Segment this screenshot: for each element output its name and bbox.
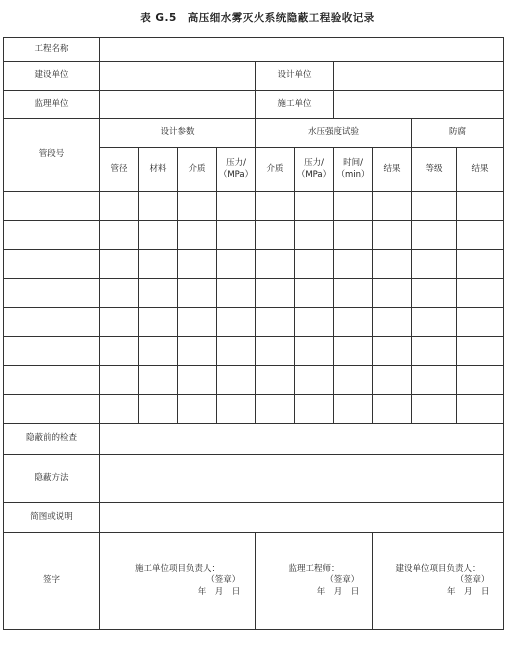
row-sketch bbox=[4, 503, 504, 533]
table-cell[interactable] bbox=[457, 366, 504, 395]
table-cell[interactable] bbox=[256, 395, 295, 424]
table-cell[interactable] bbox=[178, 221, 217, 250]
table-cell[interactable] bbox=[139, 250, 178, 279]
table-cell[interactable] bbox=[217, 337, 256, 366]
table-cell[interactable] bbox=[334, 337, 373, 366]
table-cell[interactable] bbox=[334, 366, 373, 395]
table-cell[interactable] bbox=[4, 192, 100, 221]
result-header: 结果 bbox=[373, 148, 412, 192]
table-cell[interactable] bbox=[178, 366, 217, 395]
signature-block-owner[interactable]: 建设单位项目负责人： （签章） 年 月 日 bbox=[373, 533, 504, 630]
supervision-unit-value[interactable] bbox=[100, 91, 256, 119]
sketch-value[interactable] bbox=[100, 503, 504, 533]
table-cell[interactable] bbox=[295, 308, 334, 337]
table-cell[interactable] bbox=[256, 308, 295, 337]
signature-block-supervisor[interactable]: 监理工程师： （签章） 年 月 日 bbox=[256, 533, 373, 630]
table-cell[interactable] bbox=[457, 221, 504, 250]
table-row bbox=[4, 308, 504, 337]
table-cell[interactable] bbox=[334, 221, 373, 250]
table-cell[interactable] bbox=[457, 337, 504, 366]
medium2-header: 介质 bbox=[256, 148, 295, 192]
row-project-name bbox=[4, 38, 504, 62]
table-cell[interactable] bbox=[256, 221, 295, 250]
table-cell[interactable] bbox=[139, 308, 178, 337]
table-row bbox=[4, 395, 504, 424]
result2-header: 结果 bbox=[457, 148, 504, 192]
pressure2-header: 压力/ （MPa） bbox=[295, 148, 334, 192]
inspection-record-table bbox=[3, 37, 504, 630]
table-cell[interactable] bbox=[256, 192, 295, 221]
conceal-method-value[interactable] bbox=[100, 455, 504, 503]
table-cell[interactable] bbox=[256, 279, 295, 308]
signature-block-builder[interactable]: 施工单位项目负责人： （签章） 年 月 日 bbox=[100, 533, 256, 630]
table-cell[interactable] bbox=[4, 395, 100, 424]
table-cell[interactable] bbox=[457, 250, 504, 279]
construction-unit-value[interactable] bbox=[100, 62, 256, 91]
design-params-header: 设计参数 bbox=[100, 119, 256, 148]
table-cell[interactable] bbox=[217, 308, 256, 337]
table-cell[interactable] bbox=[412, 250, 457, 279]
diameter-header: 管径 bbox=[100, 148, 139, 192]
pressure-test-header: 水压强度试验 bbox=[256, 119, 412, 148]
table-cell[interactable] bbox=[100, 279, 139, 308]
row-supervision-unit bbox=[4, 91, 504, 119]
grade-header: 等级 bbox=[412, 148, 457, 192]
table-cell[interactable] bbox=[373, 192, 412, 221]
table-cell[interactable] bbox=[139, 395, 178, 424]
project-name-value[interactable] bbox=[100, 38, 504, 62]
row-pre-conceal-check bbox=[4, 424, 504, 455]
table-cell[interactable] bbox=[100, 366, 139, 395]
table-cell[interactable] bbox=[373, 308, 412, 337]
table-cell[interactable] bbox=[139, 221, 178, 250]
table-title: 表 G.5 高压细水雾灭火系统隐蔽工程验收记录 bbox=[140, 12, 375, 24]
table-cell[interactable] bbox=[178, 395, 217, 424]
table-cell[interactable] bbox=[373, 395, 412, 424]
table-row bbox=[4, 279, 504, 308]
table-cell[interactable] bbox=[178, 279, 217, 308]
table-cell[interactable] bbox=[412, 395, 457, 424]
table-cell[interactable] bbox=[178, 192, 217, 221]
table-cell[interactable] bbox=[139, 366, 178, 395]
table-cell[interactable] bbox=[4, 366, 100, 395]
row-construction-unit bbox=[4, 62, 504, 91]
table-row bbox=[4, 221, 504, 250]
design-unit-value[interactable] bbox=[334, 62, 504, 91]
builder-unit-value[interactable] bbox=[334, 91, 504, 119]
table-cell[interactable] bbox=[295, 192, 334, 221]
table-cell[interactable] bbox=[217, 279, 256, 308]
table-cell[interactable] bbox=[412, 221, 457, 250]
table-cell[interactable] bbox=[373, 221, 412, 250]
row-conceal-method bbox=[4, 455, 504, 503]
table-cell[interactable] bbox=[457, 308, 504, 337]
table-cell[interactable] bbox=[217, 366, 256, 395]
conceal-method-label: 隐蔽方法 bbox=[4, 455, 100, 503]
table-cell[interactable] bbox=[100, 395, 139, 424]
table-cell[interactable] bbox=[178, 337, 217, 366]
table-row bbox=[4, 250, 504, 279]
pre-conceal-check-label: 隐蔽前的检查 bbox=[4, 424, 100, 455]
table-cell[interactable] bbox=[295, 221, 334, 250]
table-cell[interactable] bbox=[373, 337, 412, 366]
table-cell[interactable] bbox=[373, 366, 412, 395]
table-cell[interactable] bbox=[295, 279, 334, 308]
table-cell[interactable] bbox=[334, 308, 373, 337]
supervision-unit-label: 监理单位 bbox=[4, 91, 100, 119]
table-cell[interactable] bbox=[256, 250, 295, 279]
table-row bbox=[4, 337, 504, 366]
table-cell[interactable] bbox=[4, 279, 100, 308]
table-cell[interactable] bbox=[295, 250, 334, 279]
table-cell[interactable] bbox=[139, 279, 178, 308]
table-cell[interactable] bbox=[256, 366, 295, 395]
table-cell[interactable] bbox=[412, 279, 457, 308]
material-header: 材料 bbox=[139, 148, 178, 192]
pre-conceal-check-value[interactable] bbox=[100, 424, 504, 455]
table-cell[interactable] bbox=[139, 192, 178, 221]
table-cell[interactable] bbox=[457, 192, 504, 221]
construction-unit-label: 建设单位 bbox=[4, 62, 100, 91]
table-cell[interactable] bbox=[334, 395, 373, 424]
table-cell[interactable] bbox=[4, 308, 100, 337]
table-cell[interactable] bbox=[100, 192, 139, 221]
table-cell[interactable] bbox=[457, 279, 504, 308]
table-row bbox=[4, 366, 504, 395]
table-cell[interactable] bbox=[217, 192, 256, 221]
project-name-label: 工程名称 bbox=[4, 38, 100, 62]
table-cell[interactable] bbox=[334, 192, 373, 221]
anticorrosion-header: 防腐 bbox=[412, 119, 504, 148]
table-cell[interactable] bbox=[412, 308, 457, 337]
pressure-header: 压力/ （MPa） bbox=[217, 148, 256, 192]
sketch-label: 简图或说明 bbox=[4, 503, 100, 533]
table-cell[interactable] bbox=[217, 221, 256, 250]
table-cell[interactable] bbox=[334, 279, 373, 308]
table-cell[interactable] bbox=[178, 308, 217, 337]
table-cell[interactable] bbox=[4, 250, 100, 279]
table-cell[interactable] bbox=[100, 308, 139, 337]
table-cell[interactable] bbox=[4, 337, 100, 366]
table-cell[interactable] bbox=[412, 337, 457, 366]
table-cell[interactable] bbox=[4, 221, 100, 250]
table-cell[interactable] bbox=[100, 337, 139, 366]
header-row-1 bbox=[4, 119, 504, 148]
table-cell[interactable] bbox=[100, 221, 139, 250]
table-cell[interactable] bbox=[457, 395, 504, 424]
medium-header: 介质 bbox=[178, 148, 217, 192]
table-cell[interactable] bbox=[217, 395, 256, 424]
time-header: 时间/ （min） bbox=[334, 148, 373, 192]
table-row bbox=[4, 192, 504, 221]
pipe-section-header: 管段号 bbox=[4, 119, 100, 192]
table-cell[interactable] bbox=[373, 279, 412, 308]
table-cell[interactable] bbox=[295, 395, 334, 424]
table-cell[interactable] bbox=[217, 250, 256, 279]
table-cell[interactable] bbox=[373, 250, 412, 279]
table-cell[interactable] bbox=[295, 337, 334, 366]
table-cell[interactable] bbox=[256, 337, 295, 366]
table-cell[interactable] bbox=[295, 366, 334, 395]
table-cell[interactable] bbox=[100, 250, 139, 279]
row-signatures bbox=[4, 533, 504, 630]
table-cell[interactable] bbox=[412, 366, 457, 395]
sign-label: 签字 bbox=[4, 533, 100, 630]
builder-unit-label: 施工单位 bbox=[256, 91, 334, 119]
table-cell[interactable] bbox=[139, 337, 178, 366]
design-unit-label: 设计单位 bbox=[256, 62, 334, 91]
table-cell[interactable] bbox=[412, 192, 457, 221]
table-cell[interactable] bbox=[334, 250, 373, 279]
table-cell[interactable] bbox=[178, 250, 217, 279]
